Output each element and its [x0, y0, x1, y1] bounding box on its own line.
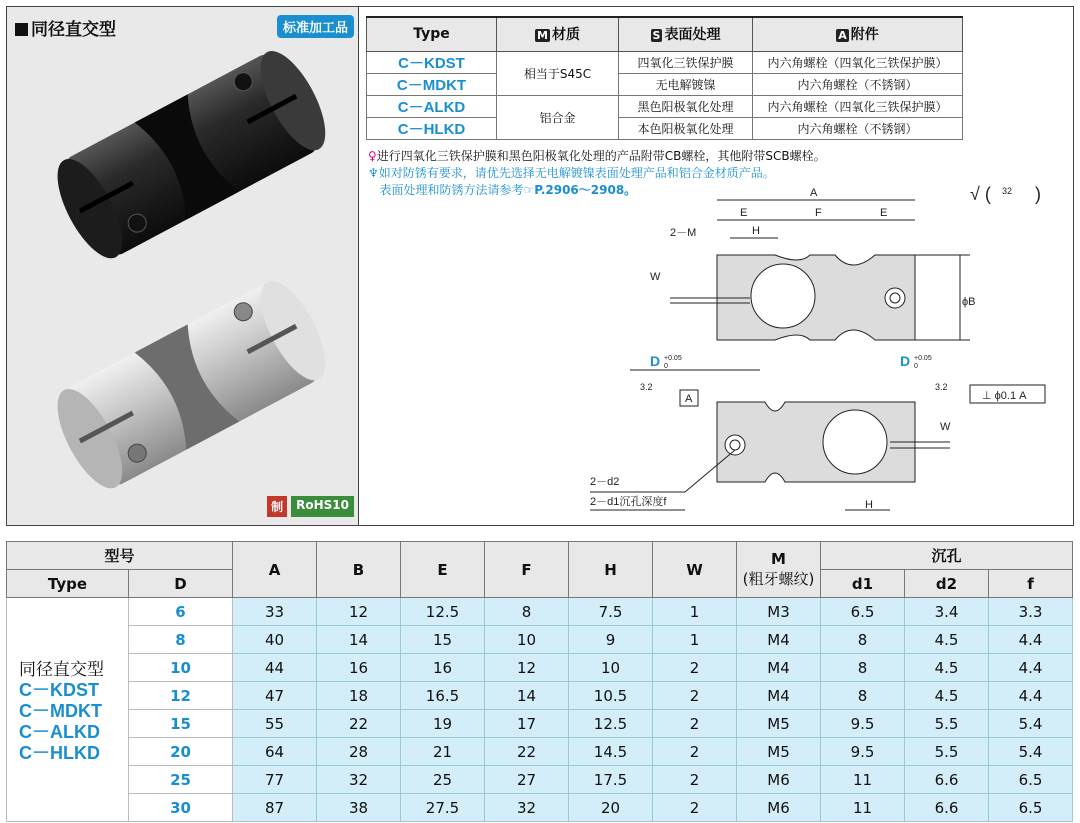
table-cell: 32 — [317, 766, 401, 794]
table-cell: 4.4 — [989, 682, 1073, 710]
table-cell: 3.4 — [905, 598, 989, 626]
table-cell: 8 — [129, 626, 233, 654]
table-row — [7, 766, 1073, 794]
table-cell: 12 — [129, 682, 233, 710]
table-cell: 19 — [401, 710, 485, 738]
table-cell: 12.5 — [401, 598, 485, 626]
table-cell: 11 — [821, 766, 905, 794]
table-cell: 4.5 — [905, 626, 989, 654]
table-cell: 12 — [317, 598, 401, 626]
table-cell: 25 — [129, 766, 233, 794]
table-cell: 4.5 — [905, 654, 989, 682]
table-cell: 30 — [129, 794, 233, 822]
spec-header-type: Type — [367, 17, 497, 51]
table-cell: 12 — [485, 654, 569, 682]
table-cell: 17 — [485, 710, 569, 738]
table-cell: M6 — [737, 794, 821, 822]
rohs-badge: RoHS10 — [291, 496, 354, 517]
spec-row: C－MDKT 无电解镀镍 内六角螺栓（不锈钢） — [367, 73, 963, 95]
product-photo-area — [7, 7, 359, 525]
table-cell: 8 — [821, 654, 905, 682]
svg-text:H: H — [752, 225, 760, 237]
svg-text:+0.05: +0.05 — [664, 355, 682, 362]
rohs-zhi-mark: 制 — [267, 496, 287, 517]
table-cell: 4.4 — [989, 654, 1073, 682]
table-cell: 1 — [653, 598, 737, 626]
dimension-table: 型号 A B E F H W M (粗牙螺纹) 沉孔 Type D d1 d2 f 同径直交型 C－KDST C－MDKT C－ALKD C－HLKD 6 33 12 12.5 8 7.5 1 M3 6.5 3.4 3.3 8 40 14 15 10 9 1 M4 8 4.5 4.4 10 44 16 16 12 10 2 M4 8 4.5 4.4 12 47 18 16.5 14 10.5 2 M4 8 4.5 4.4 15 55 22 19 17 12.5 2 M5 9.5 5.5 5.4 20 64 28 21 22 14.5 2 M5 9.5 5.5 5.4 25 77 32 25 27 17.5 2 M6 11 6.6 6.5 30 87 38 27.5 32 20 2 M6 11 6.6 6.5 — [6, 541, 1073, 822]
table-cell: 10.5 — [569, 682, 653, 710]
svg-text:ϕB: ϕB — [962, 296, 976, 308]
table-cell: 18 — [317, 682, 401, 710]
table-cell: 21 — [401, 738, 485, 766]
table-cell: M4 — [737, 626, 821, 654]
table-cell: M5 — [737, 738, 821, 766]
svg-text:H: H — [865, 499, 873, 511]
note-3: 表面处理和防锈方法请参考☞P.2906～2908。 — [379, 183, 637, 197]
table-cell: 9.5 — [821, 710, 905, 738]
svg-text:E: E — [880, 207, 888, 219]
accessory-icon: A — [838, 29, 847, 43]
table-row — [7, 794, 1073, 822]
table-cell: 12.5 — [569, 710, 653, 738]
table-cell: 9 — [569, 626, 653, 654]
table-cell: 6.5 — [989, 794, 1073, 822]
page-title: 同径直交型 — [15, 15, 116, 40]
table-cell: 14 — [485, 682, 569, 710]
svg-text:2－d2: 2－d2 — [590, 476, 620, 488]
table-cell: 20 — [569, 794, 653, 822]
table-cell: 87 — [233, 794, 317, 822]
svg-text:32: 32 — [1002, 186, 1013, 196]
table-cell: 6.5 — [989, 766, 1073, 794]
table-cell: 27.5 — [401, 794, 485, 822]
table-row — [7, 654, 1073, 682]
black-coupling-image — [7, 7, 359, 527]
svg-text:A: A — [810, 187, 818, 199]
table-cell: 2 — [653, 794, 737, 822]
tip-icon: ♆ — [368, 166, 379, 180]
table-cell: 5.4 — [989, 710, 1073, 738]
table-cell: 16 — [317, 654, 401, 682]
m-header: M (粗牙螺纹) — [737, 542, 821, 598]
spec-header-surface: S 表面处理 — [619, 17, 753, 51]
table-cell: 2 — [653, 710, 737, 738]
table-cell: 10 — [569, 654, 653, 682]
svg-text:3.2: 3.2 — [640, 382, 653, 392]
table-cell: 8 — [821, 626, 905, 654]
svg-text:W: W — [940, 421, 951, 433]
table-cell: 6.6 — [905, 794, 989, 822]
table-row — [7, 682, 1073, 710]
svg-text:E: E — [740, 207, 748, 219]
table-cell: 10 — [129, 654, 233, 682]
table-cell: 9.5 — [821, 738, 905, 766]
table-cell: M6 — [737, 766, 821, 794]
svg-text:F: F — [815, 207, 822, 219]
table-cell: 8 — [821, 682, 905, 710]
warning-icon: ♀ — [368, 149, 377, 163]
table-cell: 4.4 — [989, 626, 1073, 654]
table-cell: 14.5 — [569, 738, 653, 766]
table-cell: 1 — [653, 626, 737, 654]
table-cell: 2 — [653, 766, 737, 794]
table-cell: 16 — [401, 654, 485, 682]
svg-text:2－d1沉孔深度f: 2－d1沉孔深度f — [590, 496, 667, 508]
note-2: ♆如对防锈有要求，请优先选择无电解镀镍表面处理产品和铝合金材质产品。 — [368, 166, 775, 180]
table-cell: 2 — [653, 738, 737, 766]
table-cell: 5.5 — [905, 710, 989, 738]
table-cell: 33 — [233, 598, 317, 626]
table-cell: 5.4 — [989, 738, 1073, 766]
table-cell: 3.3 — [989, 598, 1073, 626]
table-cell: 4.5 — [905, 682, 989, 710]
svg-text:W: W — [650, 271, 661, 283]
spec-row: C－HLKD 本色阳极氧化处理 内六角螺栓（不锈钢） — [367, 117, 963, 139]
table-cell: 11 — [821, 794, 905, 822]
table-cell: 2 — [653, 654, 737, 682]
table-cell: 22 — [317, 710, 401, 738]
table-cell: 6 — [129, 598, 233, 626]
technical-drawing — [590, 180, 1070, 520]
svg-text:⊥ ϕ0.1 A: ⊥ ϕ0.1 A — [982, 390, 1027, 402]
table-cell: 7.5 — [569, 598, 653, 626]
table-cell: 10 — [485, 626, 569, 654]
table-cell: M4 — [737, 654, 821, 682]
table-cell: 32 — [485, 794, 569, 822]
table-cell: 44 — [233, 654, 317, 682]
table-cell: 2 — [653, 682, 737, 710]
reference-icon: ☞ — [523, 183, 535, 197]
table-cell: 17.5 — [569, 766, 653, 794]
svg-text:A: A — [685, 393, 693, 405]
table-cell: 6.6 — [905, 766, 989, 794]
table-cell: M4 — [737, 682, 821, 710]
table-row — [7, 738, 1073, 766]
svg-text:+0.05: +0.05 — [914, 355, 932, 362]
svg-text:0: 0 — [664, 363, 668, 370]
table-cell: 15 — [401, 626, 485, 654]
standard-badge: 标准加工品 — [277, 15, 354, 38]
table-cell: M5 — [737, 710, 821, 738]
svg-text:D: D — [650, 353, 661, 369]
spec-row: C－ALKD 铝合金 黑色阳极氧化处理 内六角螺栓（四氧化三铁保护膜） — [367, 95, 963, 117]
table-cell: 64 — [233, 738, 317, 766]
table-cell: 38 — [317, 794, 401, 822]
spec-row: C－KDST 相当于S45C 四氧化三铁保护膜 内六角螺栓（四氧化三铁保护膜） — [367, 51, 963, 73]
table-row — [7, 710, 1073, 738]
type-cell: 同径直交型 C－KDST C－MDKT C－ALKD C－HLKD — [7, 598, 129, 822]
svg-text:3.2: 3.2 — [935, 382, 948, 392]
table-cell: 5.5 — [905, 738, 989, 766]
table-cell: 6.5 — [821, 598, 905, 626]
rohs-marks — [267, 496, 354, 517]
table-row — [7, 598, 1073, 626]
table-cell: 40 — [233, 626, 317, 654]
svg-text:D: D — [900, 353, 911, 369]
table-cell: 15 — [129, 710, 233, 738]
material-icon: M — [537, 29, 548, 43]
spec-header-material: M 材质 — [497, 17, 619, 51]
table-cell: M3 — [737, 598, 821, 626]
table-cell: 16.5 — [401, 682, 485, 710]
svg-text:2－M: 2－M — [670, 227, 697, 239]
counterbore-header: 沉孔 — [821, 542, 1073, 570]
table-cell: 55 — [233, 710, 317, 738]
svg-text:0: 0 — [914, 363, 918, 370]
table-row — [7, 626, 1073, 654]
surface-icon: S — [652, 29, 661, 43]
type-group-header: 型号 — [7, 542, 233, 570]
table-cell: 27 — [485, 766, 569, 794]
table-cell: 20 — [129, 738, 233, 766]
svg-text:√ (: √ ( — [970, 184, 991, 204]
table-cell: 28 — [317, 738, 401, 766]
table-cell: 14 — [317, 626, 401, 654]
spec-table — [366, 16, 963, 140]
table-cell: 8 — [485, 598, 569, 626]
table-cell: 25 — [401, 766, 485, 794]
table-cell: 47 — [233, 682, 317, 710]
table-cell: 77 — [233, 766, 317, 794]
spec-header-accessory: A 附件 — [753, 17, 963, 51]
svg-text:): ) — [1035, 184, 1041, 204]
table-cell: 22 — [485, 738, 569, 766]
note-1: ♀进行四氧化三铁保护膜和黑色阳极氧化处理的产品附带CB螺栓，其他附带SCB螺栓。 — [368, 149, 826, 163]
